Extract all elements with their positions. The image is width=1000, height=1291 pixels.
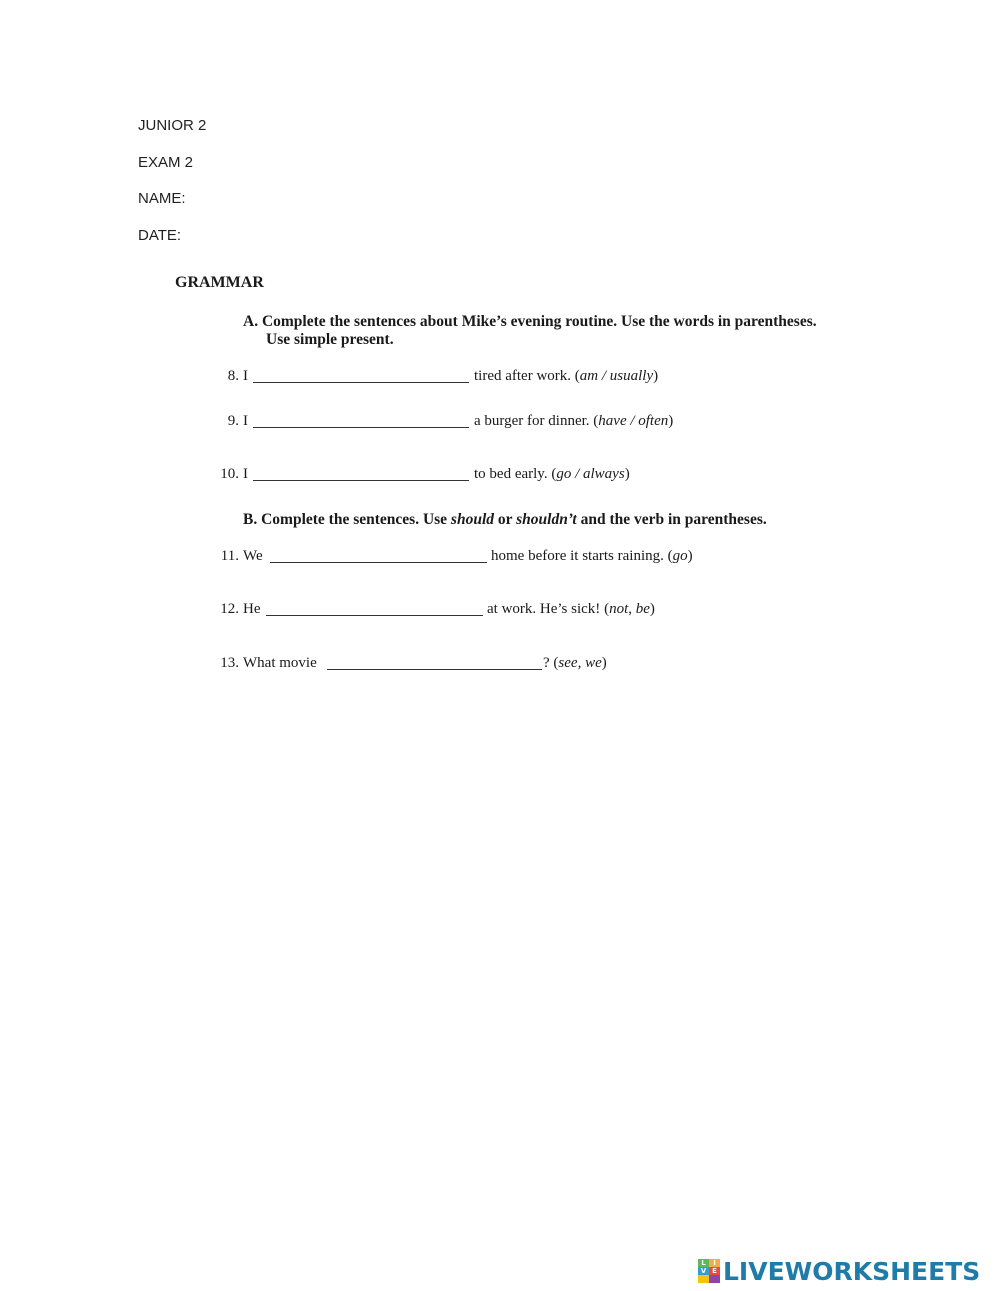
question-start: I (243, 466, 248, 482)
answer-blank-11[interactable] (270, 548, 487, 563)
answer-blank-12[interactable] (266, 601, 483, 616)
hint-open: ( (553, 655, 559, 671)
question-end-text: tired after work. (474, 368, 572, 384)
question-number: 10. (220, 466, 239, 482)
hint-open: ( (667, 548, 673, 564)
question-number: 12. (220, 601, 239, 617)
question-end-text: a burger for dinner. (474, 413, 590, 429)
answer-blank-13[interactable] (327, 655, 542, 670)
section-title: GRAMMAR (175, 274, 264, 291)
hint-close: ) (649, 601, 655, 617)
logo-tile-v: V (698, 1267, 709, 1275)
liveworksheets-logo (698, 1256, 980, 1286)
liveworksheets-logo-icon (698, 1259, 720, 1283)
hint-text: see, we (558, 655, 602, 671)
part-b-instruction-mid: or (497, 511, 513, 528)
answer-blank-10[interactable] (253, 466, 469, 481)
hint-open: ( (604, 601, 610, 617)
header-name-label: NAME: (138, 190, 186, 207)
hint-open: ( (593, 413, 599, 429)
hint-text: am / usually (579, 368, 654, 384)
question-start: I (243, 413, 248, 429)
question-end-text: to bed early. (474, 466, 548, 482)
logo-tile-blank-1 (698, 1275, 709, 1283)
part-a-instruction-line1: A. Complete the sentences about Mike’s evening routine. Use the words in parentheses. (243, 313, 817, 330)
question-end-text: at work. He’s sick! (487, 601, 601, 617)
hint-text: have / often (598, 413, 669, 429)
question-start: We (243, 548, 263, 564)
question-number: 11. (220, 548, 239, 564)
question-end-text: home before it starts raining. (491, 548, 664, 564)
header-level: JUNIOR 2 (138, 117, 207, 134)
answer-blank-9[interactable] (253, 413, 469, 428)
hint-close: ) (624, 466, 630, 482)
question-start: What movie (243, 655, 317, 671)
question-end (491, 548, 693, 565)
part-b-instruction-pre: B. Complete the sentences. Use (243, 511, 448, 528)
part-b-keyword-shouldnt: shouldn’t (516, 511, 577, 528)
hint-text: go / always (556, 466, 625, 482)
question-end (474, 413, 673, 430)
question-end (474, 466, 630, 483)
question-number: 13. (220, 655, 239, 671)
logo-tile-i: I (709, 1259, 720, 1267)
answer-blank-8[interactable] (253, 368, 469, 383)
logo-tile-l: L (698, 1259, 709, 1267)
hint-text: not, be (609, 601, 650, 617)
hint-close: ) (653, 368, 659, 384)
logo-tile-blank-2 (709, 1275, 720, 1283)
question-end (474, 368, 658, 385)
part-b-keyword-should: should (450, 511, 495, 528)
question-number: 9. (227, 413, 239, 429)
hint-close: ) (668, 413, 674, 429)
hint-close: ) (601, 655, 607, 671)
liveworksheets-logo-text: LIVEWORKSHEETS (723, 1256, 981, 1286)
question-end (487, 601, 655, 618)
question-end-text: ? (543, 655, 550, 671)
part-b-instruction-post: and the verb in parentheses. (580, 511, 767, 528)
hint-text: go (672, 548, 688, 564)
logo-tile-e: E (709, 1267, 720, 1275)
header-date-label: DATE: (138, 227, 182, 244)
question-number: 8. (227, 368, 239, 384)
question-end (543, 655, 607, 672)
question-start: He (243, 601, 261, 617)
hint-open: ( (574, 368, 580, 384)
part-a-instruction-line2: Use simple present. (266, 331, 394, 348)
hint-close: ) (687, 548, 693, 564)
question-start: I (243, 368, 248, 384)
header-exam: EXAM 2 (138, 154, 194, 171)
hint-open: ( (551, 466, 557, 482)
part-a-instruction (243, 313, 817, 349)
part-b-instruction (243, 511, 767, 529)
